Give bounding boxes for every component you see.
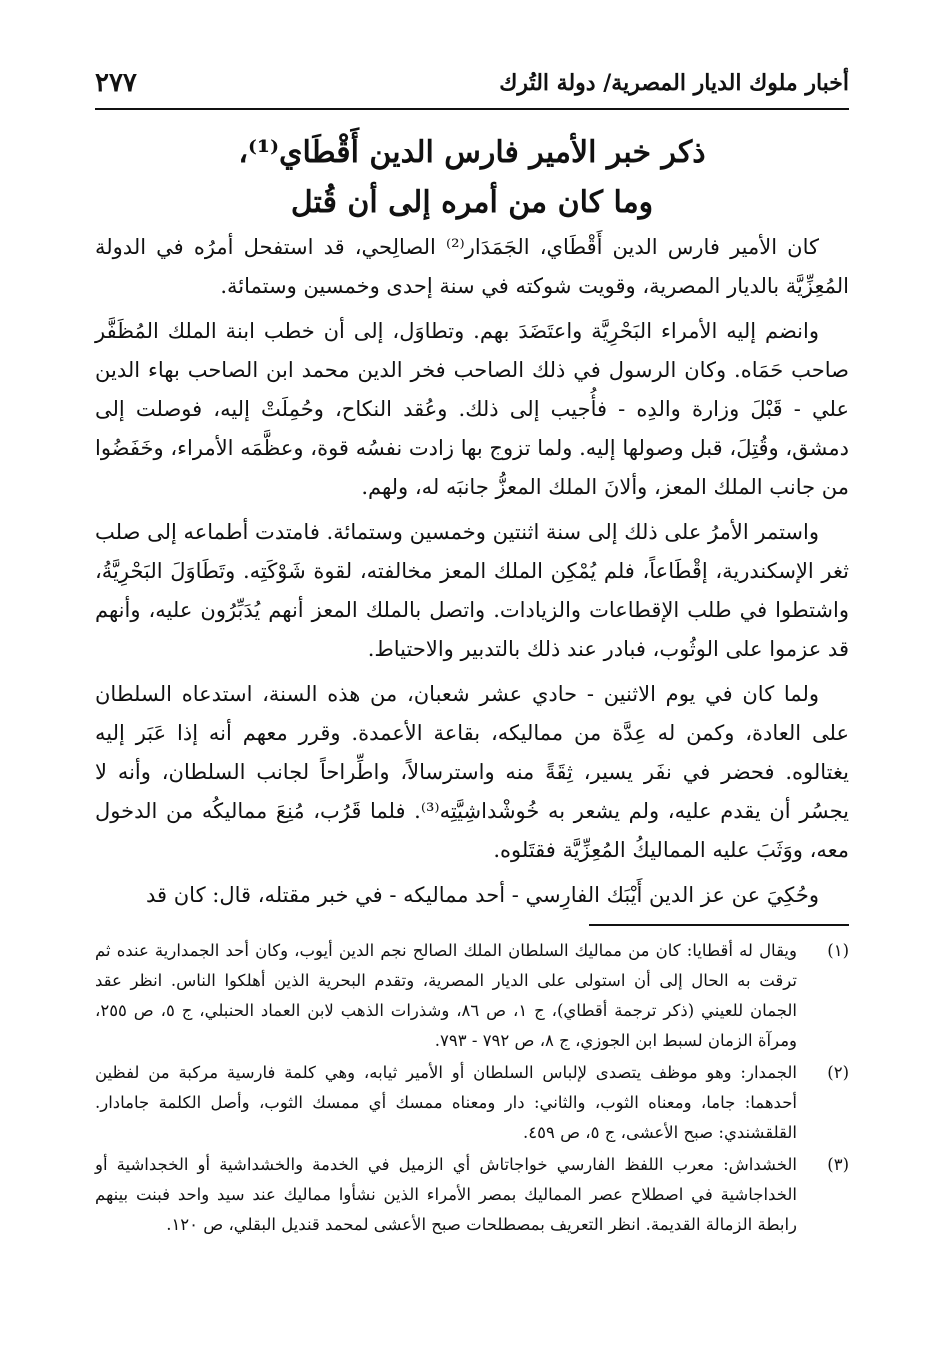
page-header xyxy=(95,58,849,110)
body-paragraph: واستمر الأمرُ على ذلك إلى سنة اثنتين وخمسين وستمائة. فامتدت أطماعه إلى صلب ثغر الإسكندرية، إقْطَاعاً، فلم يُمْكِن الملك المعز مخالفته، لقوة شَوْكَتِه. وتَطَاوَلَ البَحْرِيَّةُ، واشتطوا في طلب الإقطاعات والزيادات. واتصل بالملك المعز أنهم يُدَبِّرُون عليه، وأنهم قد عزموا على الوثُوب، فبادر عند ذلك بالتدبير والاحتياط. xyxy=(95,520,849,661)
body-paragraph: وحُكِيَ عن عز الدين أَيْبَك الفارِسي - أحد مماليكه - في خبر مقتله، قال: كان قد xyxy=(146,883,819,907)
footnote-item xyxy=(95,936,849,1056)
footnote-item xyxy=(95,1150,849,1240)
running-head: أخبار ملوك الديار المصرية/ دولة التُرك xyxy=(499,70,849,96)
page-number: ٢٧٧ xyxy=(95,68,137,98)
footnotes xyxy=(95,936,849,1242)
chapter-title-line-1: ذكر خبر الأمير فارس الدين أَقْطَاي⁽¹⁾، xyxy=(238,135,706,170)
footnote-item xyxy=(95,1058,849,1148)
chapter-title-line-2: وما كان من أمره إلى أن قُتل xyxy=(290,185,654,220)
chapter-title xyxy=(95,128,849,228)
footnote-divider xyxy=(589,924,849,926)
footnote-text: الجمدار: وهو موظف يتصدى لإلباس السلطان أو الأمير ثيابه، وهي كلمة فارسية مركبة من لفظين أحدهما: جاما، ومعناه الثوب، والثاني: دار ومعناه ممسك أي ممسك الثوب، وأصل الكلمة جامادار. القلقشندي: صبح الأعشى، ج ٥، ص ٤٥٩. xyxy=(95,1063,797,1142)
footnote-text: ويقال له أقطايا: كان من مماليك السلطان الملك الصالح نجم الدين أيوب، وكان أحد الجمدارية عنده ثم ترقت به الحال إلى أن استولى على الديار المصرية، وتقدم البحرية الذين أهلكوا الناس. انظر عقد الجمان للعيني (ذكر ترجمة أقطاي)، ج ١، ص ٨٦، وشذرات الذهب لابن العماد الحنبلي، ج ٥، ص ٢٥٥، ومرآة الزمان لسبط ابن الجوزي، ج ٨، ص ٧٩٢ - ٧٩٣. xyxy=(95,941,798,1050)
footnote-number: (١) xyxy=(827,941,849,960)
body-paragraph: وانضم إليه الأمراء البَحْرِيَّة واعتَضَدَ بهم. وتطاوَل، إلى أن خطب ابنة الملك المُظَفَّر صاحب حَمَاه. وكان الرسول في ذلك الصاحب فخر الدين محمد ابن الصاحب بهاء الدين علي - قَبْلَ وزارة والدِه - فأُجيب إلى ذلك. وعُقد النكاح، وحُمِلَتْ إليه، فوصلت إلى دمشق، وقُتِلَ، قبل وصولها إليه. ولما تزوج بها زادت نفسُه قوة، وعظَّمَه الأمراء، وخَفَضُوا من جانب الملك المعز، وألانَ الملك المعزُّ جانبَه له، ولهم. xyxy=(95,319,849,499)
footnote-text: الخشداش: معرب اللفظ الفارسي خواجاتاش أي الزميل في الخدمة والخشداشية أو الخجداشية أو الخداجاشية في اصطلاح عصر المماليك بمصر الأمراء الذين نشأوا مماليك عند سيد واحد فبنت بينهم رابطة الزمالة القديمة. انظر التعريف بمصطلحات صبح الأعشى لمحمد قنديل البقلي، ص ١٢٠. xyxy=(95,1155,797,1234)
body-text xyxy=(95,228,849,921)
footnote-number: (٢) xyxy=(827,1063,849,1082)
footnote-number: (٣) xyxy=(827,1155,849,1174)
body-paragraph: ولما كان في يوم الاثنين - حادي عشر شعبان، من هذه السنة، استدعاه السلطان على العادة، وكمن له عِدَّة من مماليكه، بقاعة الأعمدة. وقرر معهم أنه إذا عَبَر إليه يغتالوه. فحضر في نفَر يسير، ثِقَةً منه واسترسالاً، واطِّراحاً لجانب السلطان، وأنه لا يجسُر أن يقدم عليه، ولم يشعر به خُوشْداشِيَّتِه⁽³⁾. فلما قَرُب، مُنِعَ مماليكُه من الدخول معه، ووَثَبَ عليه المماليكُ المُعِزِّيَّة فقتَلوه. xyxy=(95,682,849,862)
body-paragraph: كان الأمير فارس الدين أَقْطَاي، الجَمَدَار⁽²⁾ الصالِحي، قد استفحل أمرُه في الدولة المُعِزِّيَّة بالديار المصرية، وقويت شوكته في سنة إحدى وخمسين وستمائة. xyxy=(95,235,849,298)
